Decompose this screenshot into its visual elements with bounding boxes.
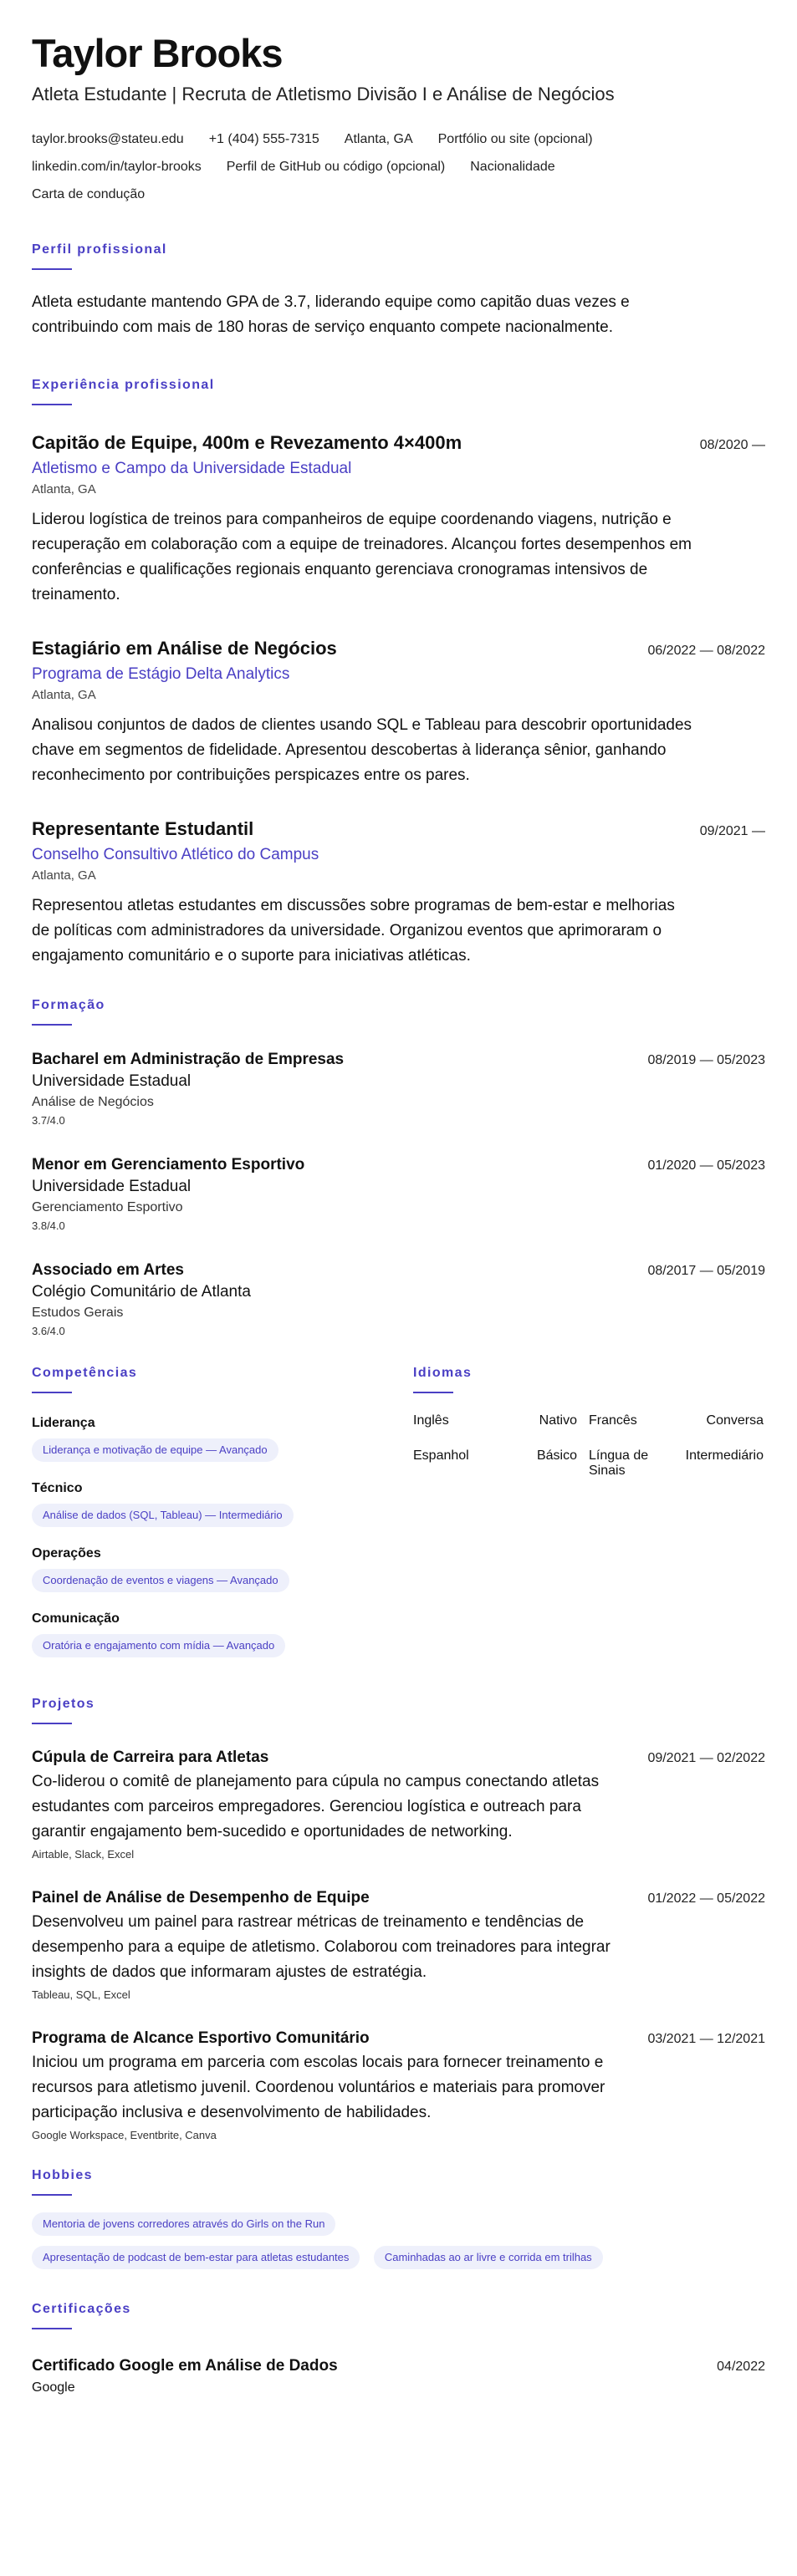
education-date: 08/2017 — 05/2019: [647, 1264, 765, 1278]
section-title: Competências: [32, 1366, 138, 1380]
project-description: Desenvolveu um painel para rastrear métricas de treinamento e tendências de desempenho para a equipe de atletismo. Colaborou com treinadores para integrar insights de dados que informaram ajustes de estratégia.: [32, 1913, 611, 1981]
skill-chip: Oratória e engajamento com mídia — Avançado: [32, 1634, 285, 1657]
education-gpa: 3.7/4.0: [32, 1114, 65, 1127]
skill-group: [32, 1413, 413, 1462]
skills-section: [32, 1365, 413, 1674]
hobby-list: [32, 2212, 751, 2279]
contact-list: [32, 125, 718, 208]
project-description: Co-liderou o comitê de planejamento para cúpula no campus conectando atletas estudantes com parceiros empregadores. Gerenciou logística e outreach para garantir engajamento bem-sucedido e oportunidades de networking.: [32, 1773, 600, 1840]
education-date: 08/2019 — 05/2023: [647, 1053, 765, 1067]
job-location: Atlanta, GA: [32, 482, 96, 496]
job-organization: Atletismo e Campo da Universidade Estadual: [32, 460, 352, 477]
job-title: Representante Estudantil: [32, 818, 254, 839]
job-location: Atlanta, GA: [32, 868, 96, 883]
contact-linkedin[interactable]: linkedin.com/in/taylor-brooks: [32, 160, 202, 174]
language-name: Espanhol: [413, 1448, 469, 1463]
job-description: Representou atletas estudantes em discussões sobre programas de bem-estar e melhorias de políticas com administradores da universidade. Organizou eventos que aprimoraram o engajamento comunitário e o suporte para iniciativas atléticas.: [32, 897, 675, 965]
section-title: Hobbies: [32, 2168, 93, 2182]
skill-category: Comunicação: [32, 1611, 120, 1626]
skill-category: Liderança: [32, 1416, 95, 1430]
job-date: 09/2021 —: [699, 824, 765, 838]
education-gpa: 3.8/4.0: [32, 1219, 65, 1232]
job-location: Atlanta, GA: [32, 688, 96, 702]
project-tools: Airtable, Slack, Excel: [32, 1848, 135, 1861]
hobbies-section: [32, 2167, 765, 2279]
section-divider: [32, 2194, 72, 2196]
certifications-section: [32, 2301, 765, 2398]
language-name: Língua de Sinais: [589, 1448, 649, 1478]
skill-group: [32, 1479, 413, 1527]
skill-category: Técnico: [32, 1481, 83, 1495]
project-title: Programa de Alcance Esportivo Comunitário: [32, 2029, 370, 2047]
skill-group: [32, 1609, 413, 1657]
contact-portfolio: Portfólio ou site (opcional): [437, 132, 593, 146]
contact-nationality: Nacionalidade: [470, 160, 555, 174]
section-title: Idiomas: [413, 1366, 473, 1380]
job-entry: [32, 817, 765, 969]
job-date: 08/2020 —: [699, 438, 765, 452]
language-level: Nativo: [539, 1413, 577, 1428]
section-divider: [32, 2328, 72, 2329]
contact-location: Atlanta, GA: [344, 132, 413, 146]
section-divider: [32, 1392, 72, 1393]
education-gpa: 3.6/4.0: [32, 1325, 65, 1337]
education-field: Estudos Gerais: [32, 1306, 124, 1320]
skill-category: Operações: [32, 1546, 101, 1560]
language-level: Conversa: [706, 1413, 764, 1428]
language-list: [413, 1413, 764, 1479]
education-school: Colégio Comunitário de Atlanta: [32, 1283, 251, 1301]
language-name: Francês: [589, 1413, 637, 1428]
job-title: Estagiário em Análise de Negócios: [32, 638, 337, 659]
certification-entry: [32, 2355, 765, 2398]
job-entry: [32, 430, 765, 608]
section-title: Formação: [32, 998, 105, 1012]
contact-email[interactable]: taylor.brooks@stateu.edu: [32, 132, 184, 146]
skill-group: [32, 1544, 413, 1592]
education-field: Análise de Negócios: [32, 1095, 154, 1109]
skills-languages-row: [32, 1365, 765, 1674]
summary-text: Atleta estudante mantendo GPA de 3.7, liderando equipe como capitão duas vezes e contribuindo com mais de 180 horas de serviço enquanto compete nacionalmente.: [32, 293, 630, 336]
education-school: Universidade Estadual: [32, 1072, 192, 1090]
education-entry: [32, 1260, 765, 1340]
section-divider: [32, 1723, 72, 1724]
job-organization: Conselho Consultivo Atlético do Campus: [32, 846, 319, 863]
education-degree: Menor em Gerenciamento Esportivo: [32, 1156, 305, 1173]
contact-github: Perfil de GitHub ou código (opcional): [226, 160, 446, 174]
resume-header: [32, 30, 765, 208]
project-date: 03/2021 — 12/2021: [647, 2032, 765, 2046]
education-entry: [32, 1049, 765, 1129]
skill-chip: Análise de dados (SQL, Tableau) — Intermediário: [32, 1504, 294, 1527]
project-title: Painel de Análise de Desempenho de Equipe: [32, 1889, 370, 1907]
job-date: 06/2022 — 08/2022: [647, 644, 765, 658]
education-degree: Bacharel em Administração de Empresas: [32, 1051, 345, 1068]
candidate-name: Taylor Brooks: [32, 31, 283, 75]
job-description: Liderou logística de treinos para companheiros de equipe coordenando viagens, nutrição e recuperação em colaboração com a equipe de treinadores. Alcançou fortes desempenhos em conferências e qualificações regionais enquanto gerenciava cronogramas intensivos de treinamento.: [32, 511, 692, 603]
languages-section: [413, 1365, 764, 1674]
contact-driving-license: Carta de condução: [32, 187, 146, 201]
certification-title: Certificado Google em Análise de Dados: [32, 2357, 338, 2375]
education-section: [32, 997, 765, 1340]
contact-phone: +1 (404) 555-7315: [208, 132, 319, 146]
project-entry: [32, 1886, 765, 2003]
section-title: Perfil profissional: [32, 242, 167, 257]
project-title: Cúpula de Carreira para Atletas: [32, 1749, 269, 1766]
experience-section: [32, 377, 765, 969]
project-entry: [32, 1746, 765, 1863]
project-date: 09/2021 — 02/2022: [647, 1751, 765, 1765]
language-level: Básico: [536, 1448, 577, 1463]
section-title: Experiência profissional: [32, 378, 215, 392]
project-tools: Tableau, SQL, Excel: [32, 1988, 130, 2001]
project-description: Iniciou um programa em parceria com escolas locais para fornecer treinamento e recursos para atletismo juvenil. Coordenou voluntários e materiais para promover participação inclusiva e desenvolvimento de habilidades.: [32, 2054, 605, 2121]
section-divider: [32, 268, 72, 270]
job-organization: Programa de Estágio Delta Analytics: [32, 665, 290, 683]
section-divider: [413, 1392, 453, 1393]
section-title: Certificações: [32, 2302, 131, 2316]
skill-chip: Coordenação de eventos e viagens — Avançado: [32, 1569, 289, 1592]
project-tools: Google Workspace, Eventbrite, Canva: [32, 2129, 217, 2141]
section-title: Projetos: [32, 1697, 95, 1711]
summary-section: [32, 242, 765, 340]
job-title: Capitão de Equipe, 400m e Revezamento 4×400m: [32, 432, 462, 453]
job-entry: [32, 636, 765, 788]
section-divider: [32, 404, 72, 405]
project-date: 01/2022 — 05/2022: [647, 1891, 765, 1906]
skill-chip: Liderança e motivação de equipe — Avançado: [32, 1438, 278, 1462]
project-entry: [32, 2027, 765, 2144]
job-description: Analisou conjuntos de dados de clientes usando SQL e Tableau para descobrir oportunidades chave em segmentos de fidelidade. Apresentou descobertas à liderança sênior, ganhando reconhecimento por contribuições perspicazes entre os pares.: [32, 716, 692, 784]
education-entry: [32, 1154, 765, 1235]
language-name: Inglês: [413, 1413, 449, 1428]
language-level: Intermediário: [685, 1448, 764, 1463]
hobby-chip: Mentoria de jovens corredores através do Girls on the Run: [32, 2212, 335, 2236]
hobby-chip: Apresentação de podcast de bem-estar para atletas estudantes: [32, 2246, 360, 2269]
certification-date: 04/2022: [717, 2360, 765, 2374]
certification-issuer: Google: [32, 2380, 75, 2395]
education-school: Universidade Estadual: [32, 1178, 192, 1195]
section-divider: [32, 1024, 72, 1026]
education-field: Gerenciamento Esportivo: [32, 1200, 183, 1214]
projects-section: [32, 1696, 765, 2144]
candidate-headline: Atleta Estudante | Recruta de Atletismo Divisão I e Análise de Negócios: [32, 84, 615, 104]
education-date: 01/2020 — 05/2023: [647, 1158, 765, 1173]
hobby-chip: Caminhadas ao ar livre e corrida em trilhas: [374, 2246, 603, 2269]
education-degree: Associado em Artes: [32, 1261, 184, 1279]
